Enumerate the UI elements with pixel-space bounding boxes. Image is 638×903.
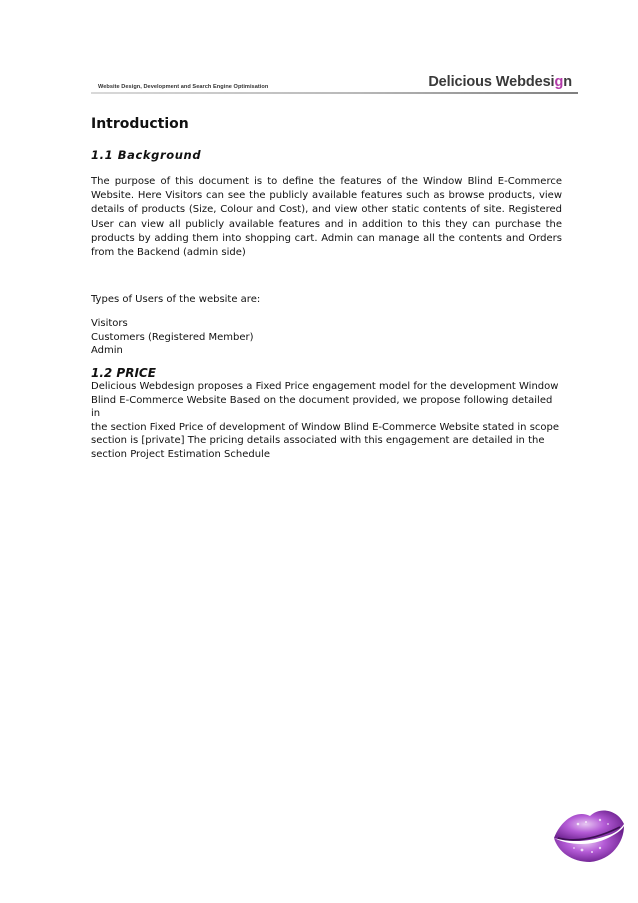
list-item: Customers (Registered Member) xyxy=(91,331,254,343)
lips-logo-icon xyxy=(548,800,628,870)
list-item: Visitors xyxy=(91,318,128,330)
subsection-heading-price: 1.2 PRICE xyxy=(91,365,156,380)
price-line: section Project Estimation Schedule xyxy=(91,448,270,460)
header-divider xyxy=(91,92,578,94)
price-line: Delicious Webdesign proposes a Fixed Price engagement model for the development Window xyxy=(91,380,559,392)
list-item: Admin xyxy=(91,345,123,357)
price-line: section is [private] The pricing details associated with this engagement are detailed in the xyxy=(91,435,545,447)
users-intro-text: Types of Users of the website are: xyxy=(91,294,261,306)
logo-text-tail: n xyxy=(563,74,572,90)
page-header xyxy=(91,72,578,94)
price-line: Blind E-Commerce Website Based on the document provided, we propose following detailed in xyxy=(91,394,553,420)
subsection-heading-background: 1.1 Background xyxy=(91,148,202,162)
background-paragraph: The purpose of this document is to define the features of the Window Blind E-Commerce Website. Here Visitors can see the publicly available features such as browse products, view details of products (Size, Colour and Cost), and view other static contents of site. Registered User can view all publicly available features and in addition to this they can purchase the products by adding them into shopping cart. Admin can manage all the contents and Orders from the Backend (admin side) xyxy=(91,176,562,259)
document-body xyxy=(91,115,562,461)
header-tagline: Website Design, Development and Search Engine Optimisation xyxy=(98,84,269,90)
section-heading-introduction: Introduction xyxy=(91,116,189,132)
user-types-list xyxy=(91,317,562,358)
price-paragraph xyxy=(91,380,562,462)
logo-text-accent: g xyxy=(554,74,564,90)
company-logo xyxy=(428,74,572,90)
logo-text-main: Delicious Webdesi xyxy=(428,74,555,90)
price-line: the section Fixed Price of development of Window Blind E-Commerce Website stated in scope xyxy=(91,421,560,433)
